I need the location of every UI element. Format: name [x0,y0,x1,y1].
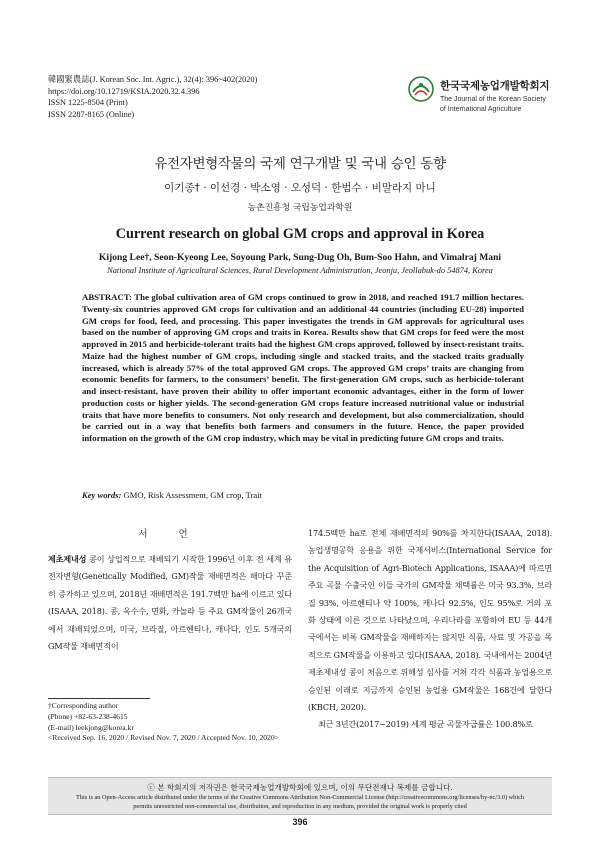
footnotes [48,701,304,744]
authors-english: Kijong Lee†, Seon-Kyeong Lee, Soyoung Park, Sung-Dug Oh, Bum-Soo Hahn, and Vimalraj Mani [98,252,502,263]
institution-korean: 농촌진흥청 국립농업과학원 [247,203,353,213]
body-right-column [308,525,552,734]
title-korean: 유전자변형작물의 국제 연구개발 및 국내 승인 동향 [154,156,446,172]
authors-korean: 이기종† · 이선경 · 박소영 · 오성덕 · 한범수 · 비말라지 마니 [164,182,436,194]
license-english-line2: permits unrestricted non-commercial use, distribution, and reproduction in any medium, provided the original work is properly cited [133,803,467,810]
author-email[interactable]: (E-mail) leekjong@korea.kr [48,722,134,732]
institution-english: National Institute of Agricultural Sciences, Rural Development Administration, Jeonju, Jeollabuk-do 54874, Korea [107,266,493,275]
right-paragraph-1: 174.5백만 ha로 전체 재배면적의 90%를 차지한다(ISAAA, 2018). 농업생명공학 응용을 위한 국제서비스(International Service for the Acquisition of Agri-Biotech Applications, ISAAA)에 따르면 주요 곡물 수출국인 이들 국가의 GM작물 채택률은 미국 93.3%, 브라질 93%, 아르헨티나 약 100%, 캐나다 92.5%, 인도 95%로 거의 포화 상태에 이른 것으로 나타났으며, 우리나라를 포함하여 EU 등 44개국에서는 비록 GM작물을 재배하지는 않지만 식품, 사료 및 가공을 목적으로 GM작물을 이용하고 있다(ISAAA, 2018). 국내에서는 2004년 제초제내성 콩이 처음으로 위해성 심사를 거쳐 각각 식품과 농업용으로 승인된 이래로 지금까지 승인된 농업용 GM작물은 168건에 달한다(KBCH, 2020). [308,528,552,713]
license-english-line1: This is an Open-Access article distributed under the terms of the Creative Commons Attribution Non-Commercial License (http://creativecommons.org/licenses/by-nc/3.0) which [75,794,525,801]
society-name-ko: 한국국제농업개발학회지 [440,80,550,92]
keywords-label: Key words: [82,490,122,500]
right-paragraph-2: 최근 3년간(2017~2019) 세계 평균 곡물자급률은 100.8%로 [318,719,533,730]
title-english: Current research on global GM crops and approval in Korea [115,226,485,242]
received-dates: <Received Sep. 16, 2020 / Revised Nov. 7, 2020 / Accepted Nov. 10, 2020> [48,733,279,743]
footnote-divider [48,698,150,699]
section-heading-introduction: 서 언 [138,529,202,540]
society-logo [408,74,568,124]
left-paragraph: 콩이 상업적으로 재배되기 시작한 1996년 이후 전 세계 유전자변형(Genetically Modified, GM)작물 재배면적은 해마다 꾸준히 증가하고 있으며, 2018년 재배면적은 191.7백만 ha에 이르고 있다(ISAAA, 2018). 콩, 옥수수, 면화, 카놀라 등 주요 GM작물이 26개국에서 재배되었으며, 미국, 브라질, 아르헨티나, 캐나다, 인도 5개국의 GM작물 재배면적이 [48,554,292,652]
abstract: ABSTRACT: The global cultivation area of GM crops continued to grow in 2018, and reached 191.7 million hectares. Twenty-six countries approved GM crops for cultivation and an additional 44 countries (including EU-28) imported GM crops for food, feed, and processing. This paper investigates the trends in GM approvals for agricultural uses based on the number of approving GM crops and traits in Korea. Results show that GM crops for feed were the most approved in 2015 and herbicide-tolerant traits had the highest GM crops approved, followed by insect-resistant traits. Maize had the highest number of GM crops, including single and stacked traits, and the stacked traits gradually increased, which is already 57% of the total approved GM crops. The approved GM crops’ traits are changing from economic benefits for farmers, to the consumers’ benefit. The first-generation GM crops, such as herbicide-tolerant and insect-resistant, have proven their ability to offer important economic advantages, either in the form of lower production costs or higher yields. The second-generation GM crops feature increased nutritional value or industrial traits that have more benefits to consumers. Not only research and development, but also commercialization, should be carried out in a way that benefits both farmers and consumers in the future. Hence, the paper provided information on the growth of the GM crop industry, which may be vital in predicting future GM crops and traits. [82,292,524,443]
body-left-column [48,551,292,655]
doi-link[interactable]: https://doi.org/10.12719/KSIA.2020.32.4.396 [48,86,200,96]
journal-metadata [48,74,257,120]
journal-citation: 韓國緊農誌(J. Korean Soc. Int. Agric.), 32(4): 396~402(2020) [48,75,258,84]
issn-online: ISSN 2287-8165 (Online) [48,109,135,119]
corresponding-author: †Corresponding author [48,701,119,710]
author-phone: (Phone) +82-63-238-4615 [48,711,128,721]
license-box [48,777,552,815]
license-korean: ⓒ 본 학회지의 저작권은 한국국제농업개발학회에 있으며, 이의 무단전재나 복제를 금합니다. [147,783,453,792]
society-name-en [440,95,546,114]
lead-term: 제초제내성 [48,554,87,564]
issn-print: ISSN 1225-8504 (Print) [48,98,128,108]
keywords-text: GMO, Risk Assessment, GM crop, Trait [123,490,263,500]
society-name-en-line2: of International Agriculture [440,105,522,113]
page-number: 396 [292,817,308,827]
society-name-en-line1: The Journal of the Korean Society [440,96,546,103]
keywords [82,490,524,500]
society-logo-icon [408,76,434,102]
